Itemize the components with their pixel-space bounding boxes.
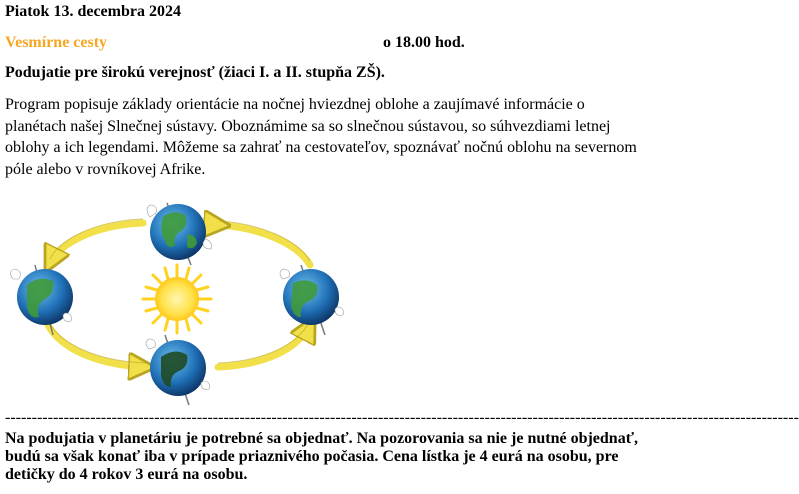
event-audience: Podujatie pre širokú verejnosť (žiaci I. a II. stupňa ZŠ). [5,64,385,81]
event-time: o 18.00 hod. [383,34,465,51]
event-description: Program popisuje základy orientácie na nočnej hviezdnej oblohe a zaujímavé informácie o planétach našej Slnečnej sústavy. Oboznámime sa so slnečnou sústavou, so súhvezdiami letnej oblohy a ich legendami. Môžeme sa zahrať na cestovateľov, spoznávať nočnú oblohu na severnom póle alebo v rovníkovej Afrike. [5,96,637,178]
earth-icon [280,265,343,335]
event-date: Piatok 13. decembra 2024 [5,3,181,20]
earth-orbit-illustration [5,195,355,410]
earth-icon [147,203,211,265]
earth-icon [10,265,73,335]
booking-note: Na podujatia v planetáriu je potrebné sa objednať. Na pozorovania sa nie je nutné objednať, budú sa však konať iba v prípade priaznivého počasia. Cena lístka je 4 eurá na osobu, pre detičky do 4 rokov 3 eurá na osobu. [5,430,639,483]
sun-icon [143,265,211,333]
event-title: Vesmírne cesty [5,34,108,51]
section-divider: ----------------------------------------------------------------------------------------------------------------------------------------------------- [5,409,799,426]
earth-icon [146,335,209,405]
